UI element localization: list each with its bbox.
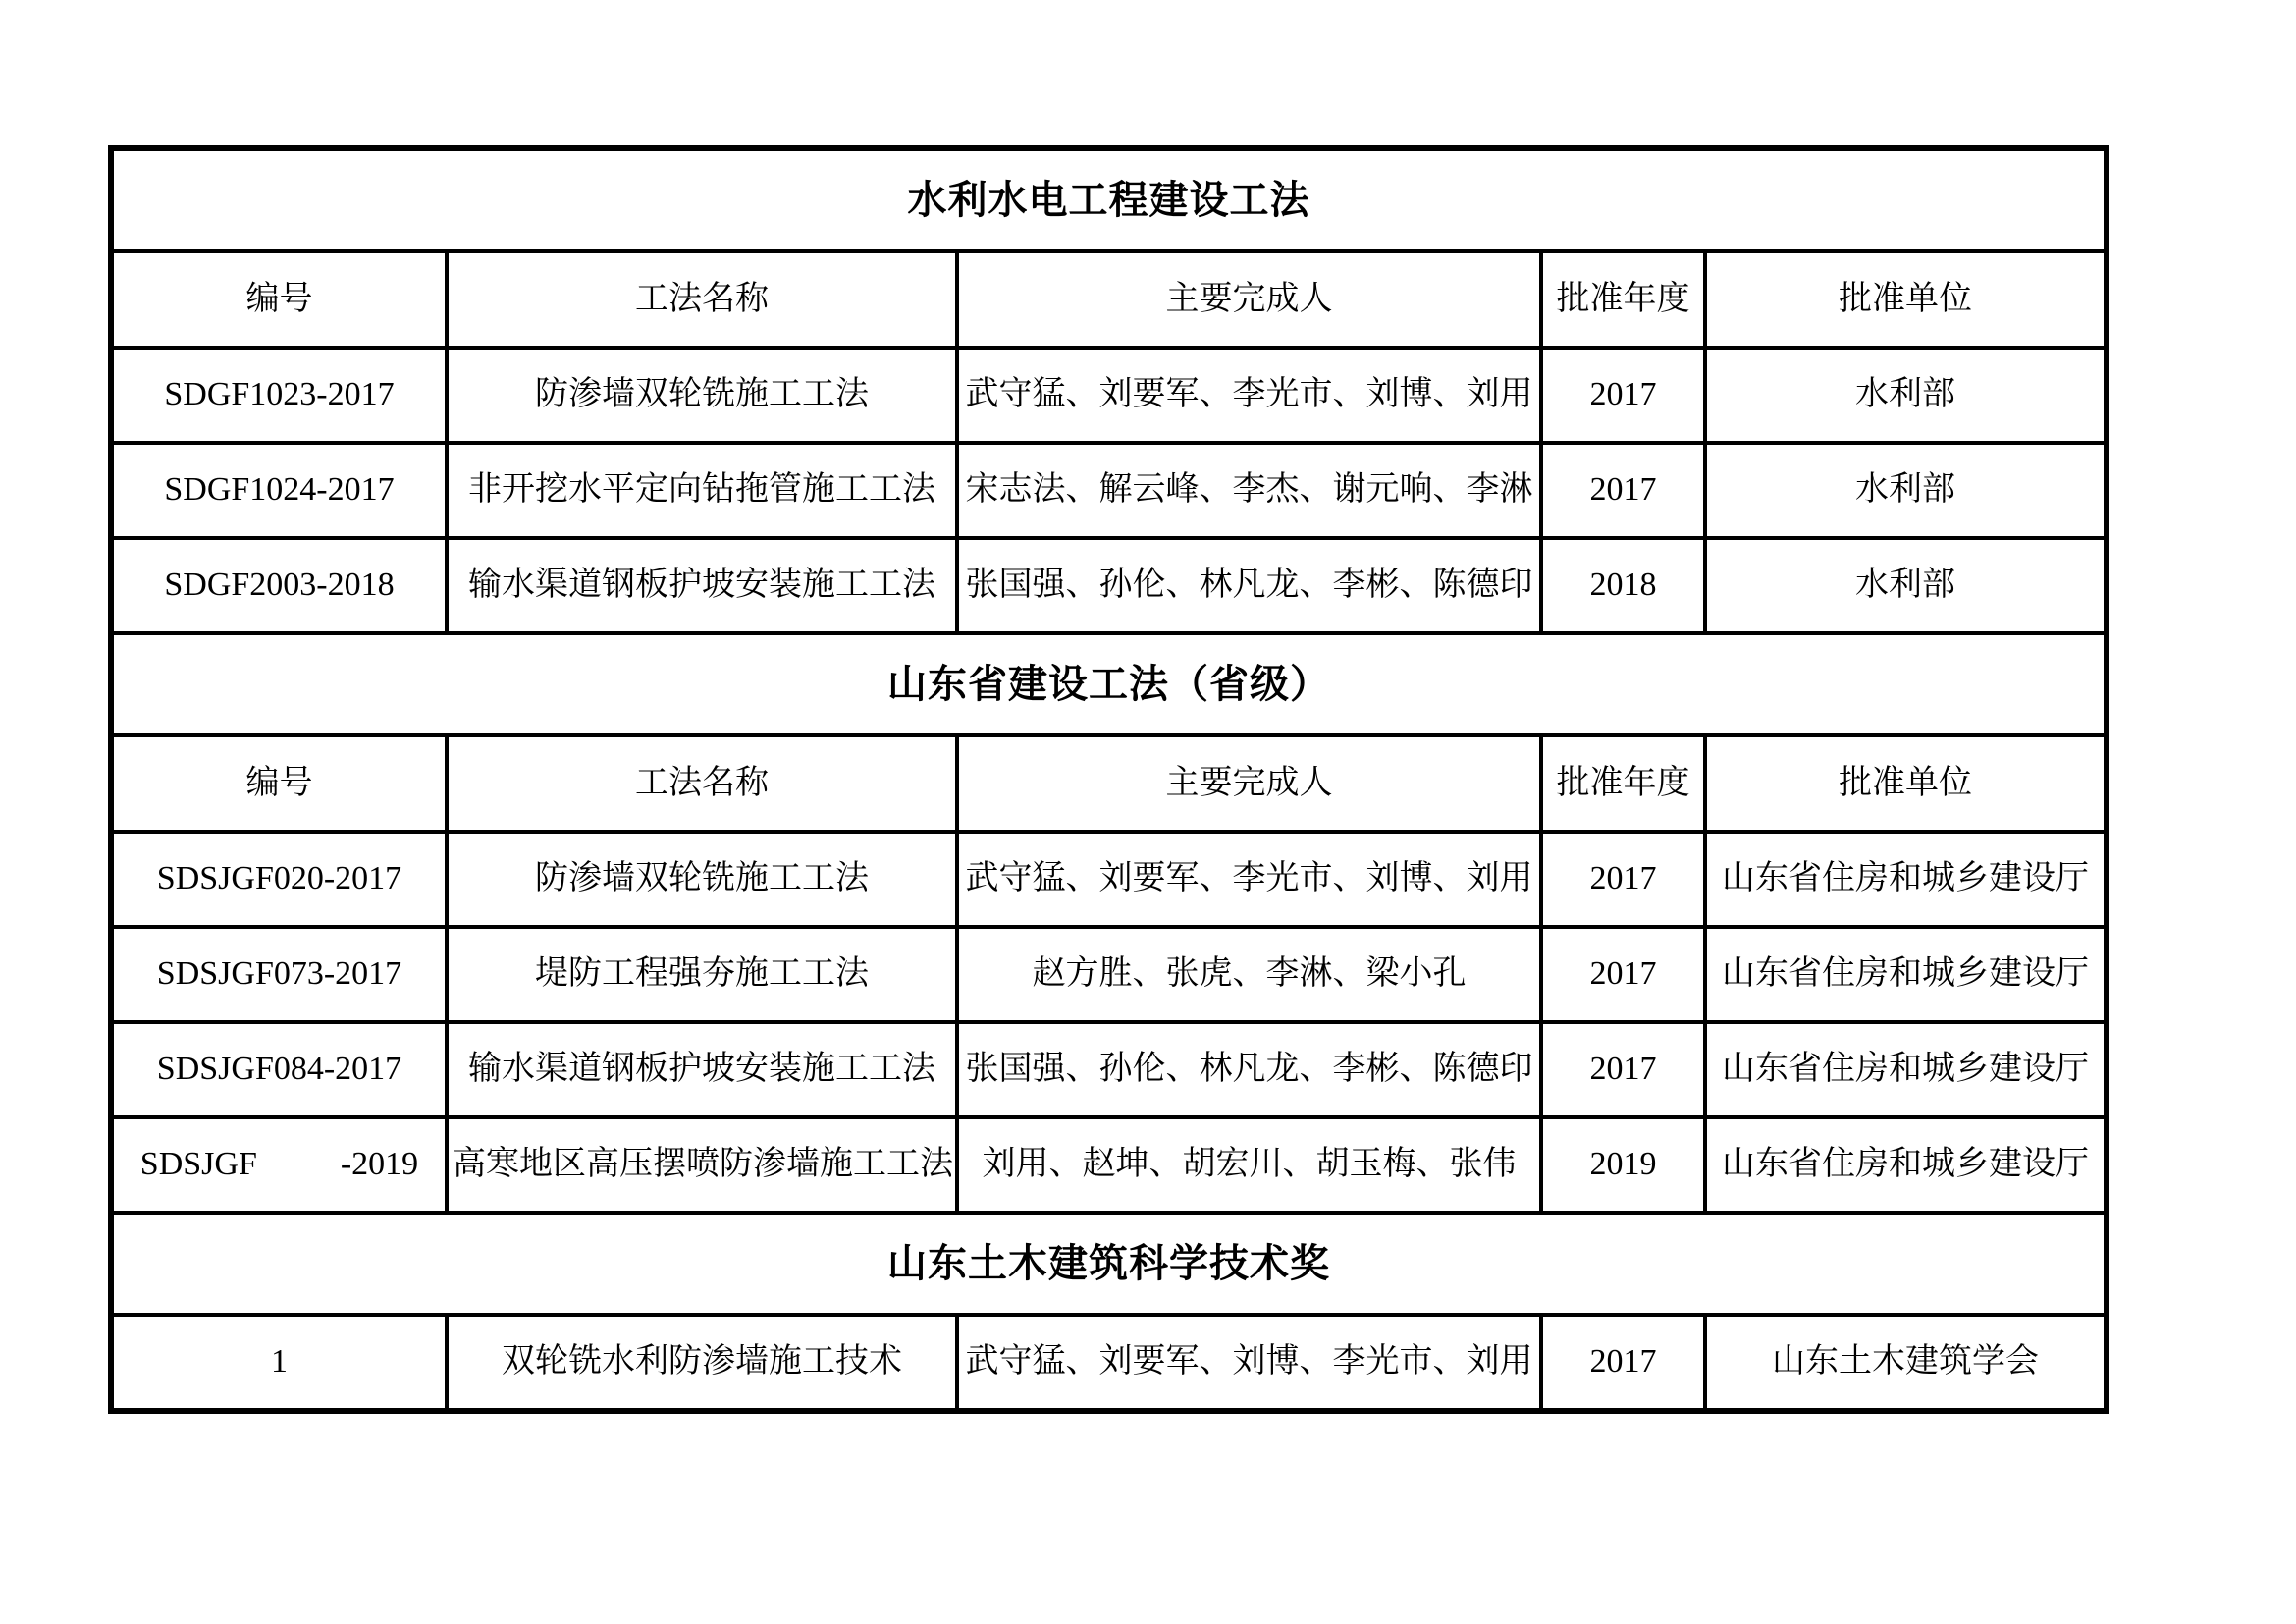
cell-year: 2019 — [1541, 1117, 1705, 1213]
table-row — [111, 633, 2107, 735]
cell-people: 赵方胜、张虎、李淋、梁小孔 — [957, 927, 1541, 1022]
table-row — [111, 538, 2107, 633]
column-header-code: 编号 — [111, 251, 447, 348]
table-row — [111, 735, 2107, 832]
section-title: 水利水电工程建设工法 — [111, 148, 2107, 251]
cell-people: 宋志法、解云峰、李杰、谢元响、李淋 — [957, 443, 1541, 538]
cell-method: 防渗墙双轮铣施工工法 — [447, 832, 957, 927]
cell-people: 武守猛、刘要军、李光市、刘博、刘用 — [957, 348, 1541, 443]
cell-unit: 山东省住房和城乡建设厅 — [1705, 1117, 2107, 1213]
column-header-year: 批准年度 — [1541, 735, 1705, 832]
cell-people: 张国强、孙伦、林凡龙、李彬、陈德印 — [957, 1022, 1541, 1117]
table-row — [111, 1117, 2107, 1213]
cell-method: 输水渠道钢板护坡安装施工工法 — [447, 538, 957, 633]
cell-people: 张国强、孙伦、林凡龙、李彬、陈德印 — [957, 538, 1541, 633]
cell-unit: 水利部 — [1705, 538, 2107, 633]
cell-unit: 山东省住房和城乡建设厅 — [1705, 1022, 2107, 1117]
cell-method: 高寒地区高压摆喷防渗墙施工工法 — [447, 1117, 957, 1213]
column-header-unit: 批准单位 — [1705, 735, 2107, 832]
cell-code: SDGF1024-2017 — [111, 443, 447, 538]
table-row — [111, 832, 2107, 927]
table-row — [111, 251, 2107, 348]
cell-code: SDSJGF -2019 — [111, 1117, 447, 1213]
table-row — [111, 348, 2107, 443]
column-header-year: 批准年度 — [1541, 251, 1705, 348]
cell-code: SDSJGF073-2017 — [111, 927, 447, 1022]
table-row — [111, 1022, 2107, 1117]
cell-people: 刘用、赵坤、胡宏川、胡玉梅、张伟 — [957, 1117, 1541, 1213]
cell-year: 2017 — [1541, 1022, 1705, 1117]
table-row — [111, 148, 2107, 251]
construction-methods-table — [108, 145, 2109, 1414]
cell-code: SDSJGF020-2017 — [111, 832, 447, 927]
table-row — [111, 443, 2107, 538]
column-header-people: 主要完成人 — [957, 735, 1541, 832]
cell-code: 1 — [111, 1315, 447, 1411]
cell-year: 2017 — [1541, 348, 1705, 443]
cell-method: 防渗墙双轮铣施工工法 — [447, 348, 957, 443]
cell-code: SDGF2003-2018 — [111, 538, 447, 633]
cell-method: 堤防工程强夯施工工法 — [447, 927, 957, 1022]
column-header-people: 主要完成人 — [957, 251, 1541, 348]
cell-people: 武守猛、刘要军、李光市、刘博、刘用 — [957, 832, 1541, 927]
column-header-method: 工法名称 — [447, 251, 957, 348]
section-title: 山东土木建筑科学技术奖 — [111, 1213, 2107, 1315]
cell-people: 武守猛、刘要军、刘博、李光市、刘用 — [957, 1315, 1541, 1411]
section-title: 山东省建设工法（省级） — [111, 633, 2107, 735]
column-header-code: 编号 — [111, 735, 447, 832]
column-header-method: 工法名称 — [447, 735, 957, 832]
cell-year: 2018 — [1541, 538, 1705, 633]
table-row — [111, 1213, 2107, 1315]
cell-unit: 水利部 — [1705, 348, 2107, 443]
cell-code: SDSJGF084-2017 — [111, 1022, 447, 1117]
cell-unit: 山东省住房和城乡建设厅 — [1705, 832, 2107, 927]
cell-method: 非开挖水平定向钻拖管施工工法 — [447, 443, 957, 538]
cell-method: 输水渠道钢板护坡安装施工工法 — [447, 1022, 957, 1117]
cell-unit: 山东省住房和城乡建设厅 — [1705, 927, 2107, 1022]
cell-year: 2017 — [1541, 1315, 1705, 1411]
cell-year: 2017 — [1541, 927, 1705, 1022]
cell-year: 2017 — [1541, 443, 1705, 538]
cell-year: 2017 — [1541, 832, 1705, 927]
cell-unit: 水利部 — [1705, 443, 2107, 538]
cell-unit: 山东土木建筑学会 — [1705, 1315, 2107, 1411]
cell-method: 双轮铣水利防渗墙施工技术 — [447, 1315, 957, 1411]
column-header-unit: 批准单位 — [1705, 251, 2107, 348]
cell-code: SDGF1023-2017 — [111, 348, 447, 443]
table-row — [111, 1315, 2107, 1411]
table-row — [111, 927, 2107, 1022]
